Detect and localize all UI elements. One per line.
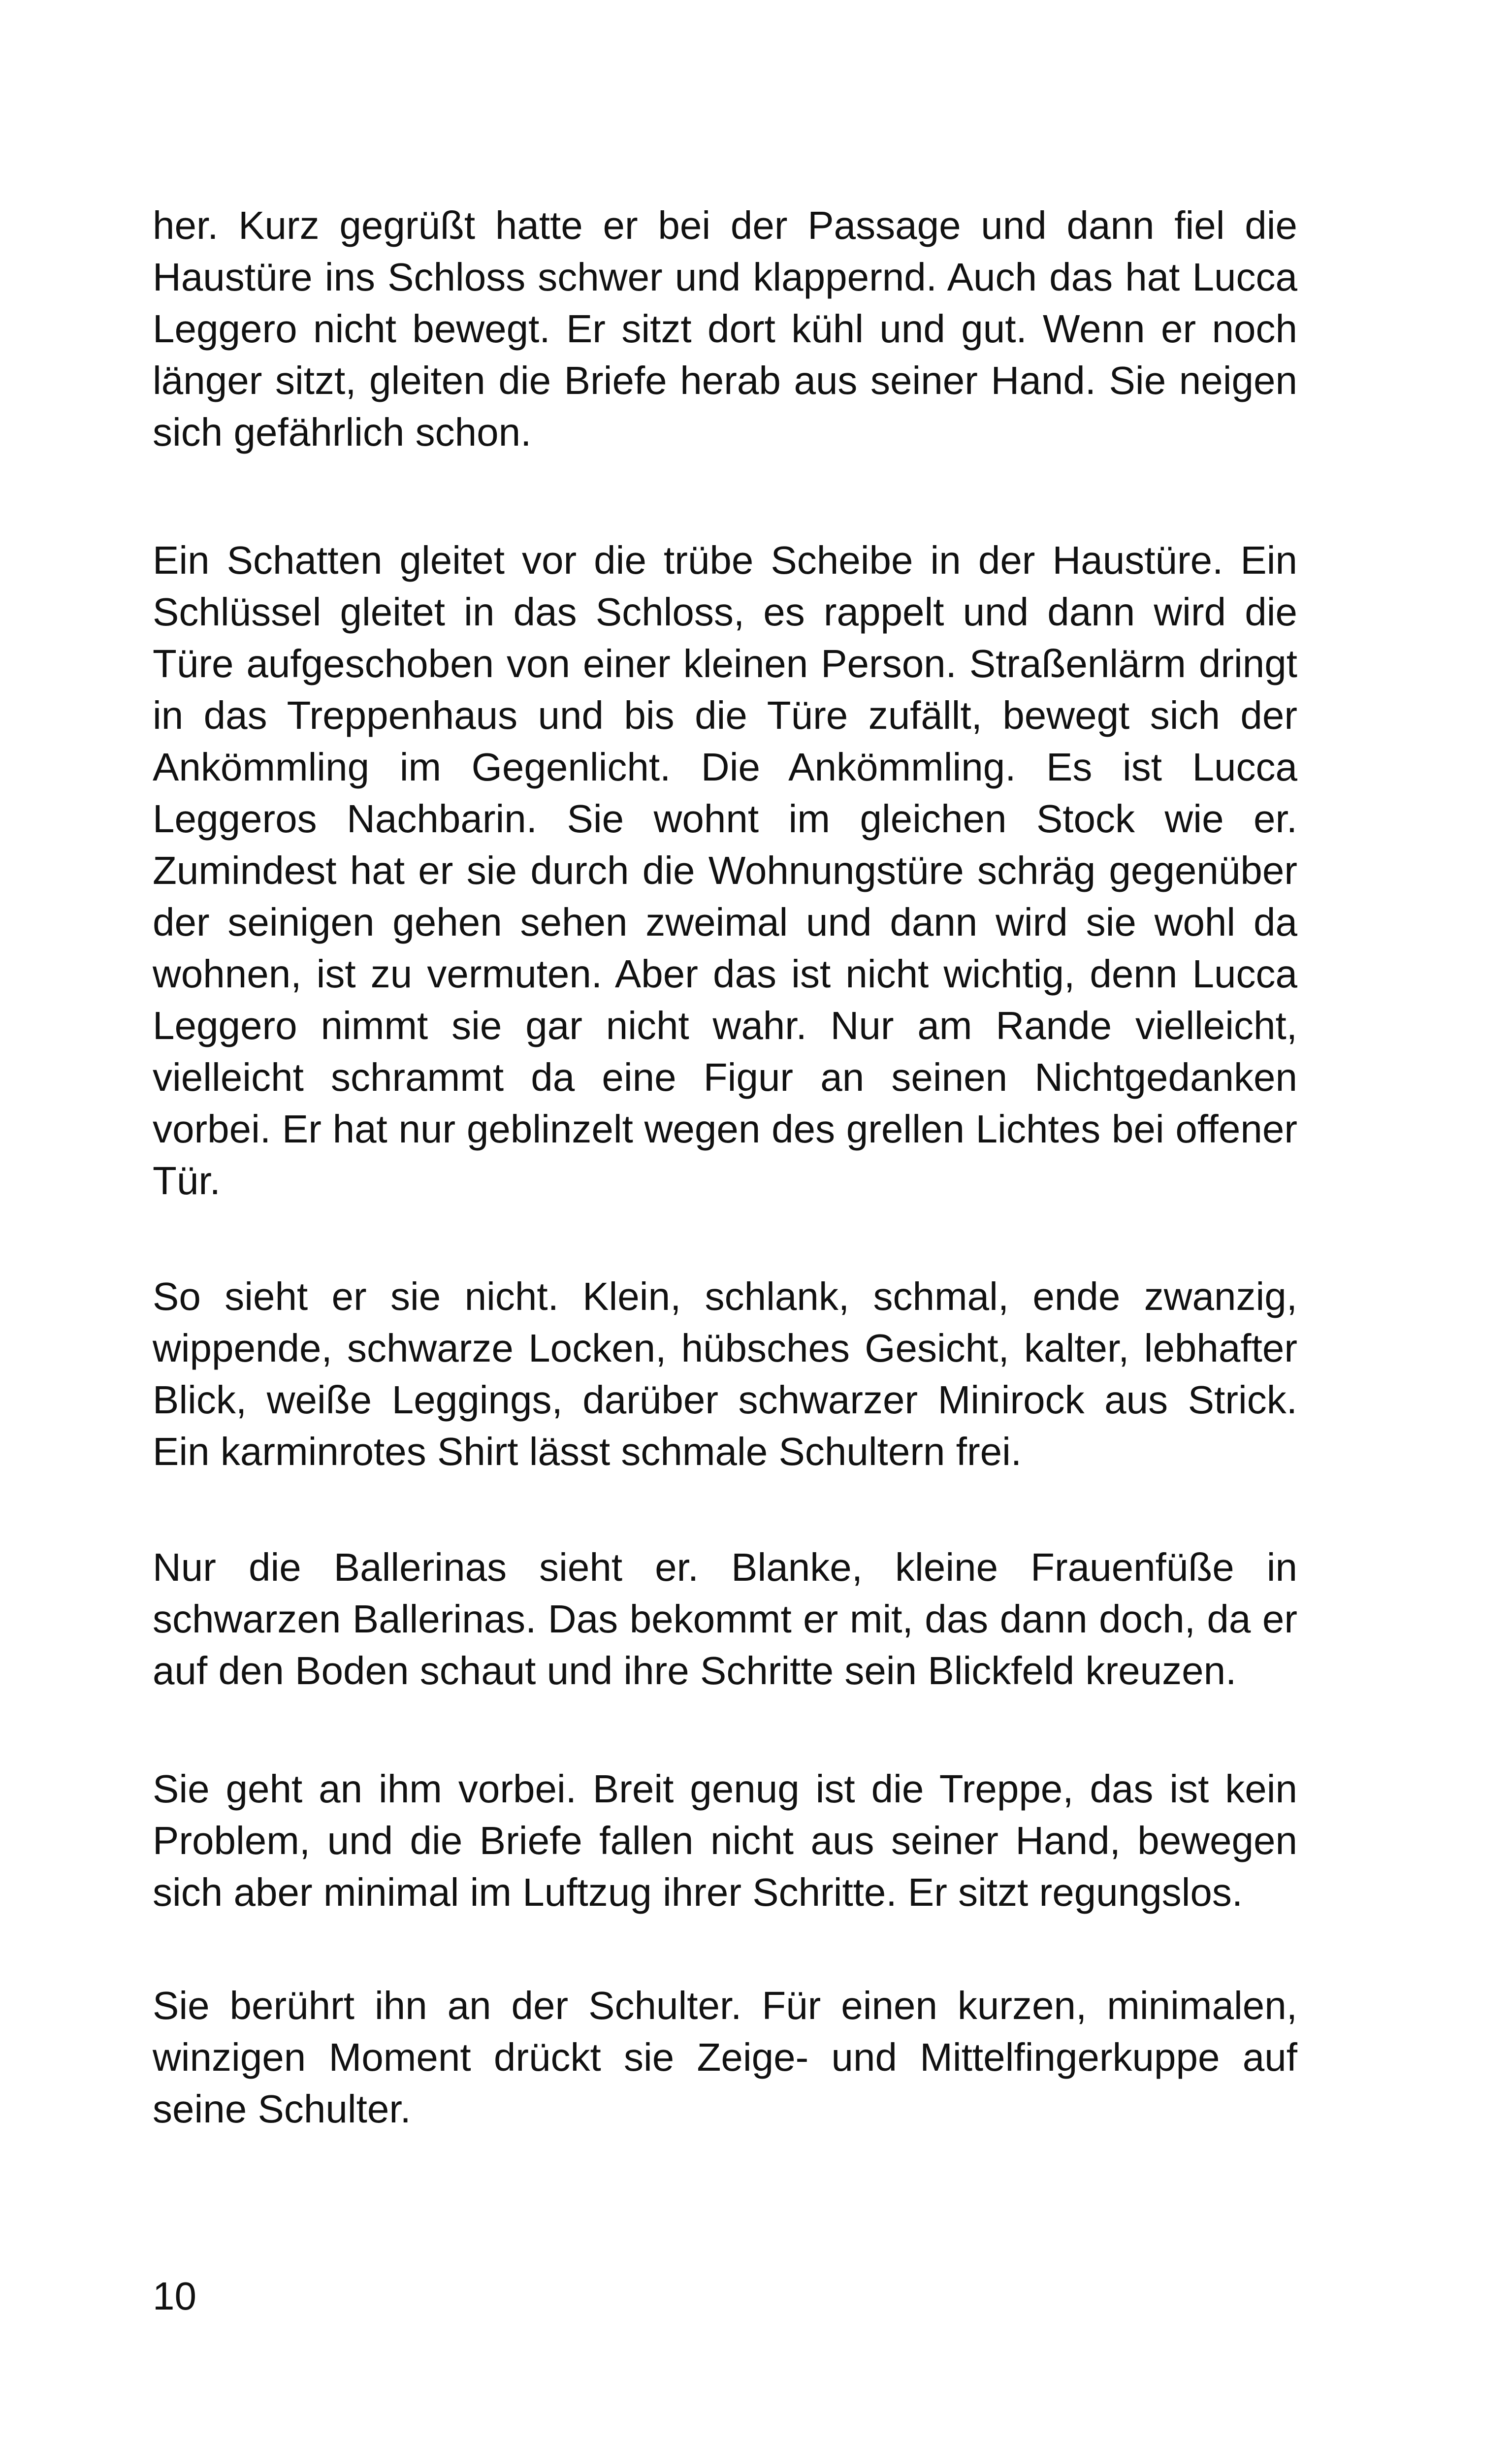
paragraph-text: So sieht er sie nicht. Klein, schlank, schmal, ende zwanzig, wippende, schwarze Locken, hübsches Gesicht, kalter, lebhafter Blick, weiße Leggings, darüber schwarzer Minirock aus Strick. Ein karminrotes Shirt lässt schmale Schultern frei. [153, 1274, 1297, 1473]
page-number: 10 [153, 2274, 196, 2318]
paragraph-text: Nur die Ballerinas sieht er. Blanke, kleine Frauenfüße in schwarzen Ballerinas. Das bekommt er mit, das dann doch, da er auf den Boden schaut und ihre Schritte sein Blickfeld kreuzen. [153, 1545, 1297, 1693]
paragraph-2 [153, 534, 1297, 1206]
paragraph-text: Sie geht an ihm vorbei. Breit genug ist die Treppe, das ist kein Problem, und die Briefe fallen nicht aus seiner Hand, bewegen sich aber minimal im Luftzug ihrer Schritte. Er sitzt regungslos. [153, 1767, 1297, 1914]
paragraph-6 [153, 1980, 1297, 2135]
paragraph-4 [153, 1541, 1297, 1696]
paragraph-text: Sie berührt ihn an der Schulter. Für einen kurzen, minimalen, winzigen Moment drückt sie Zeige- und Mittelfingerkuppe auf seine Schulter. [153, 1984, 1297, 2131]
paragraph-1 [153, 199, 1297, 458]
paragraph-3 [153, 1270, 1297, 1477]
paragraph-text: her. Kurz gegrüßt hatte er bei der Passage und dann fiel die Haustüre ins Schloss schwer und klappernd. Auch das hat Lucca Leggero nicht bewegt. Er sitzt dort kühl und gut. Wenn er noch länger sitzt, gleiten die Briefe herab aus seiner Hand. Sie neigen sich gefährlich schon. [153, 203, 1297, 454]
paragraph-text: Ein Schatten gleitet vor die trübe Scheibe in der Haustüre. Ein Schlüssel gleitet in das Schloss, es rappelt und dann wird die Türe aufgeschoben von einer kleinen Person. Straßenlärm dringt in das Treppenhaus und bis die Türe zufällt, bewegt sich der Ankömmling im Gegenlicht. Die Ankömmling. Es ist Lucca Leggeros Nachbarin. Sie wohnt im gleichen Stock wie er. Zumindest hat er sie durch die Wohnungstüre schräg gegenüber der seinigen gehen sehen zweimal und dann wird sie wohl da wohnen, ist zu vermuten. Aber das ist nicht wichtig, denn Lucca Leggero nimmt sie gar nicht wahr. Nur am Rande vielleicht, vielleicht schrammt da eine Figur an seinen Nichtgedanken vorbei. Er hat nur geblinzelt wegen des grellen Lichtes bei offener Tür. [153, 538, 1297, 1203]
paragraph-5 [153, 1763, 1297, 1918]
